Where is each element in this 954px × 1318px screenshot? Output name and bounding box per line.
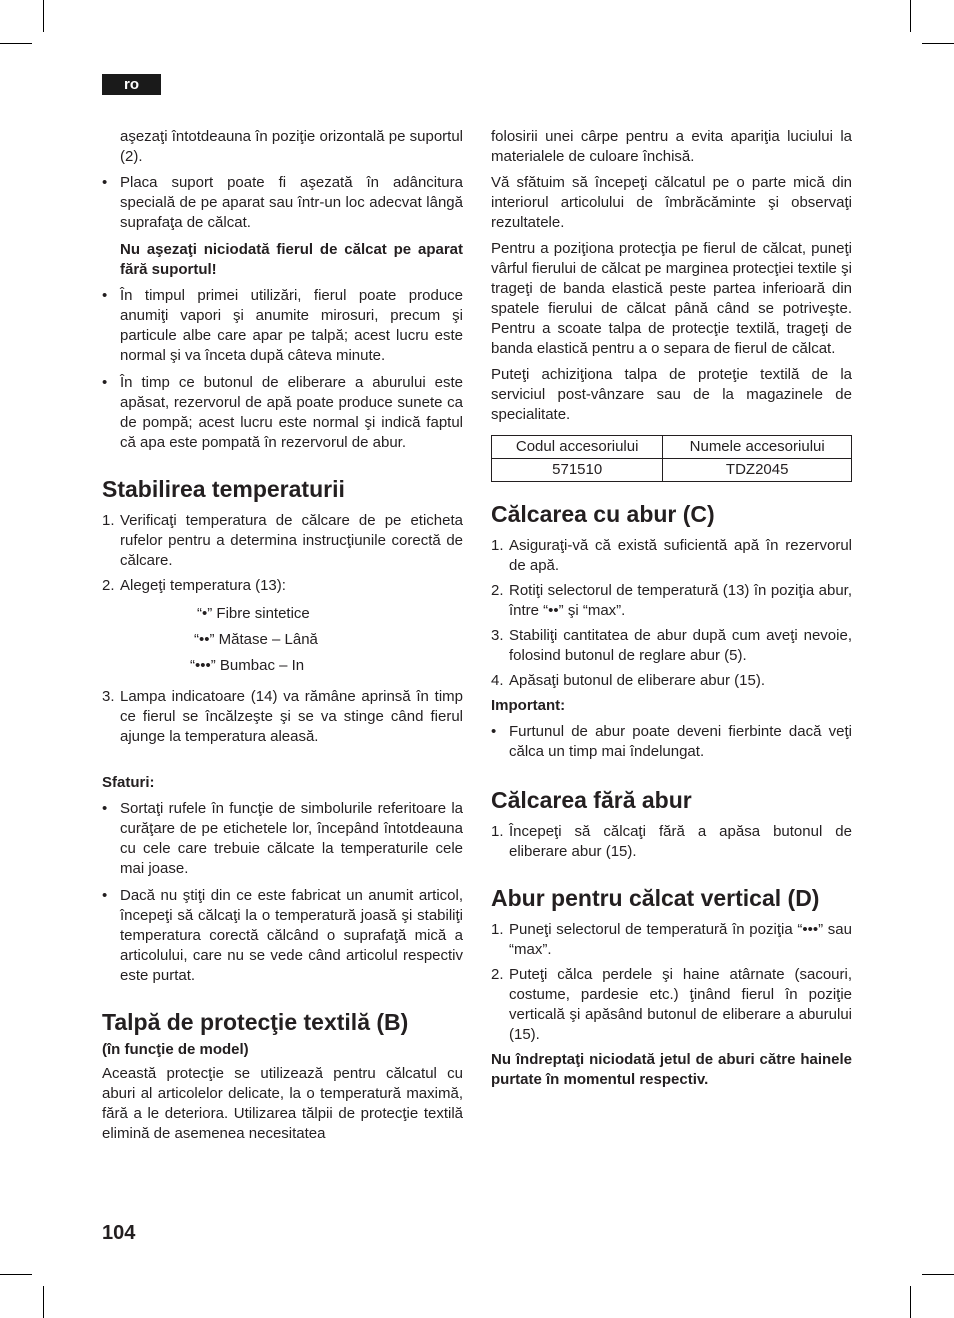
paragraph: Această protecţie se utilizează pentru călcatul cu aburi al articolelor delicate, la o temperatură maximă, fără a le deteriora. Utilizarea tălpii de protecţie textilă elimină de asemenea necesitatea (102, 1065, 463, 1142)
bullet-item: • În timpul primei utilizări, fierul poate produce anumiţi vapori şi anumite mirosuri, precum şi particule albe care apar pe talpă; acest lucru este normal şi va înceta după câteva minute. (102, 286, 463, 366)
table-cell: TDZ2045 (663, 459, 852, 482)
paragraph: Vă sfătuim să începeţi călcatul pe o parte mică din interiorul articolului de îmbrăcăminte şi observaţi rezultatele. (491, 174, 852, 231)
important-label: Important: (491, 697, 566, 714)
bullet-item: • În timp ce butonul de eliberare a aburului este apăsat, rezervorul de apă poate produce sunete ca de pompă; acest lucru este normal şi indică faptul că apa este pompată în rezervorul de abur. (102, 373, 463, 453)
paragraph: Puteţi achiziţiona talpa de proteţie textilă de la serviciul post-vânzare sau de la magazinele de specialitate. (491, 366, 852, 423)
numbered-item: 3. Lampa indicatoare (14) va rămâne aprinsă în timp ce fierul se încălzeşte şi se va stinge când fierul ajunge la temperatura aleasă. (102, 688, 463, 745)
left-column (102, 127, 463, 1150)
crop-mark (910, 1286, 911, 1318)
table-cell: 571510 (492, 459, 663, 482)
table-header-row (492, 436, 852, 459)
numbered-item: 2. Alegeţi temperatura (13): (102, 577, 286, 594)
section-heading-textile-protector: Talpă de protecţie textilă (B) (102, 1009, 409, 1035)
temperature-row: “••” Mătase – Lână (194, 631, 318, 648)
section-heading-dry-ironing: Călcarea fără abur (491, 787, 692, 813)
crop-mark (43, 1286, 44, 1318)
bullet-item: • Placa suport poate fi aşezată în adâncitura specială de pe aparat sau într-un loc adecvat lângă suprafaţa de călcat. (102, 173, 463, 233)
crop-mark (0, 1274, 32, 1275)
bullet-item: • Furtunul de abur poate deveni fierbinte dacă veţi călca un timp mai îndelungat. (491, 722, 852, 762)
table-row (492, 459, 852, 482)
numbered-item: 4. Apăsaţi butonul de eliberare abur (15). (491, 672, 765, 689)
crop-mark (0, 43, 32, 44)
section-heading-vertical-steam: Abur pentru călcat vertical (D) (491, 885, 820, 911)
section-subheading: (în funcţie de model) (102, 1041, 249, 1058)
numbered-item: 1. Puneţi selectorul de temperatură în poziţia “•••” sau “max”. (491, 921, 852, 958)
language-badge: ro (102, 74, 161, 95)
numbered-item: 2. Puteţi călca perdele şi haine atârnate (sacouri, costume, pardesie etc.) ţinând fierul în poziţie verticală şi apăsând butonul de eliberare a aburului (15). (491, 966, 852, 1043)
crop-mark (910, 0, 911, 32)
paragraph: Pentru a poziţiona protecţia pe fierul de călcat, puneţi vârful fierului de călcat pe marginea protecţiei textile şi trageţi de banda elastică peste partea inferioară din spatele fierului de călcat până când se potriveşte. Pentru a scoate talpa de protecţie textilă, trageţi de banda elastică pentru a o separa de fierul de călcat. (491, 240, 852, 357)
page-number: 104 (102, 1222, 136, 1244)
tips-heading: Sfaturi: (102, 774, 155, 791)
right-column (491, 127, 852, 1096)
bullet-item: • Sortaţi rufele în funcţie de simbolurile referitoare la curăţare de pe etichetele lor, începând întotdeauna cu cele care trebuie călcate la temperaturile cele mai joase. (102, 799, 463, 879)
crop-mark (922, 1274, 954, 1275)
numbered-item: 3. Stabiliţi cantitatea de abur după cum aveţi nevoie, folosind butonul de reglare abur (5). (491, 627, 852, 664)
crop-mark (43, 0, 44, 32)
warning-text: Nu îndreptaţi niciodată jetul de aburi către hainele purtate în momentul respectiv. (491, 1051, 852, 1088)
section-heading-temperature: Stabilirea temperaturii (102, 476, 345, 502)
paragraph: aşezaţi întotdeauna în poziţie orizontală pe suportul (2). (120, 128, 463, 165)
temperature-row: “•” Fibre sintetice (197, 605, 310, 622)
warning-text: Nu aşezaţi niciodată fierul de călcat pe aparat fără suportul! (120, 241, 463, 278)
table-header-cell: Numele accesoriului (663, 436, 852, 459)
paragraph: folosirii unei cârpe pentru a evita apariţia luciului la materialele de culoare închisă. (491, 128, 852, 165)
temperature-row: “•••” Bumbac – In (190, 657, 305, 674)
numbered-item: 1. Asiguraţi-vă că există suficientă apă în rezervorul de apă. (491, 537, 852, 574)
accessory-table (491, 435, 852, 482)
crop-mark (922, 43, 954, 44)
numbered-item: 1. Verificaţi temperatura de călcare de pe eticheta rufelor pentru a determina instrucţiunile corectă de călcare. (102, 512, 463, 569)
numbered-item: 1. Începeţi să călcaţi fără a apăsa butonul de eliberare abur (15). (491, 823, 852, 860)
numbered-item: 2. Rotiţi selectorul de temperatură (13) în poziţia abur, între “••” şi “max”. (491, 582, 852, 619)
table-header-cell: Codul accesoriului (492, 436, 663, 459)
section-heading-steam-ironing: Călcarea cu abur (C) (491, 501, 715, 527)
temperature-list (102, 601, 463, 679)
bullet-item: • Dacă nu ştiţi din ce este fabricat un anumit articol, începeţi să călcaţi la o temperatură joasă şi stabiliţi temperatura corectă călcând o suprafaţă mică a articolului, care nu se vede când articolul respectiv este purtat. (102, 886, 463, 986)
